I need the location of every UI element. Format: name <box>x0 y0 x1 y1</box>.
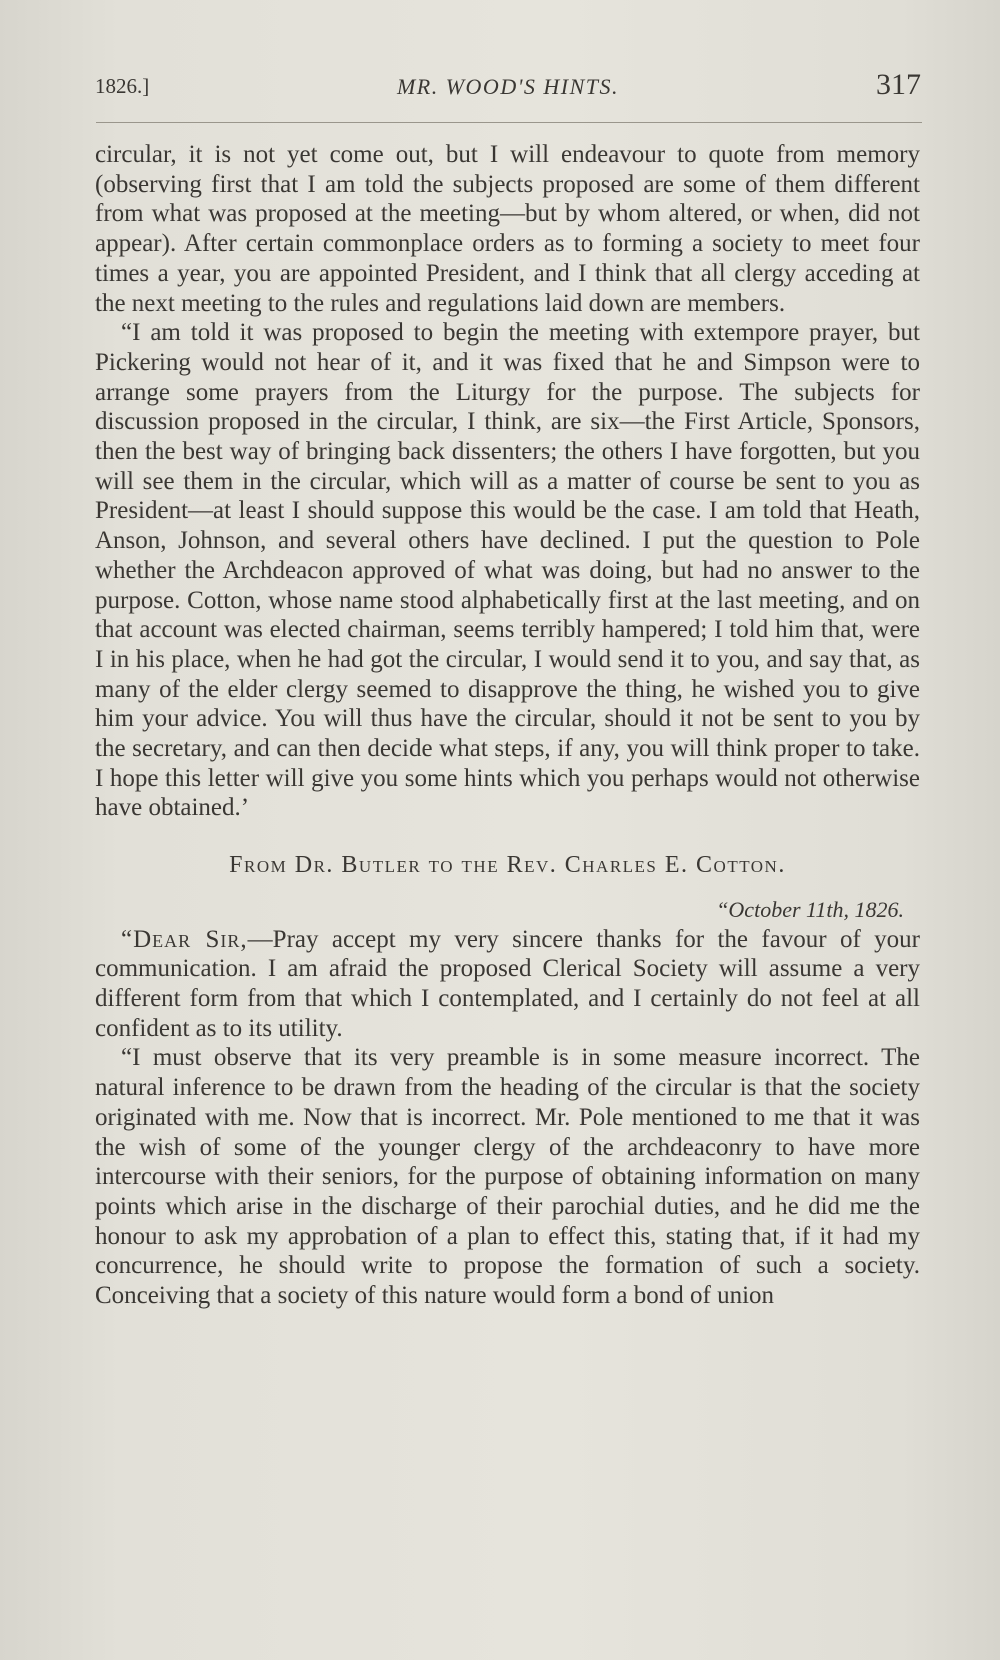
header-year: 1826.] <box>95 74 150 98</box>
running-header <box>95 66 921 108</box>
page-body <box>95 140 920 1311</box>
paragraph-letter-opening <box>95 925 920 1044</box>
salutation: “Dear Sir, <box>121 925 248 953</box>
page-number: 317 <box>876 68 921 101</box>
letter-date: “October 11th, 1826. <box>716 896 904 922</box>
paragraph-letter-body: “I must observe that its very preamble is in some measure incorrect. The natural inference to be drawn from the heading of the circular is that the society originated with me. Now that is incorrect. Mr. Pole mentioned to me that it was the wish of some of the younger clergy of the archdeaconry to have more intercourse with their seniors, for the purpose of obtaining information on many points which arise in the discharge of their parochial duties, and he did me the honour to ask my approbation of a plan to effect this, stating that, if it had my concurrence, he should write to propose the formation of such a society. Conceiving that a society of this nature would form a bond of union <box>95 1044 920 1310</box>
header-title: MR. WOOD'S HINTS. <box>396 74 620 99</box>
letter-opening-text: —Pray accept my very sincere thanks for the favour of your communication. I am afraid the proposed Clerical Society will assume a very different form from that which I contemplated, and I certainly do not feel at all confident as to its utility. <box>95 925 920 1042</box>
paragraph-continuation: circular, it is not yet come out, but I will endeavour to quote from memory (observing first that I am told the subjects proposed are some of them different from what was proposed at the meeting—but by whom altered, or when, did not appear). After certain commonplace orders as to forming a society to meet four times a year, you are appointed President, and I think that all clergy acceding at the next meeting to the rules and regulations laid down are members. <box>95 141 920 317</box>
paragraph-quoted-letter: “I am told it was proposed to begin the meeting with extempore prayer, but Pickering would not hear of it, and it was fixed that he and Simpson were to arrange some prayers from the Liturgy for the purpose. The subjects for discussion proposed in the circular, I think, are six—the First Article, Sponsors, then the best way of bringing back dissenters; the others I have forgotten, but you will see them in the circular, which will as a matter of course be sent to you as President—at least I should suppose this would be the case. I am told that Heath, Anson, Johnson, and several others have declined. I put the question to Pole whether the Archdeacon approved of what was doing, but had no answer to the purpose. Cotton, whose name stood alphabetically first at the last meeting, and on that account was elected chairman, seems terribly hampered; I told him that, were I in his place, when he had got the circular, I would send it to you, and say that, as many of the elder clergy seemed to disapprove the thing, he wished you to give him your advice. You will thus have the circular, should it not be sent to you by the secretary, and can then decide what steps, if any, you will think proper to take. I hope this letter will give you some hints which you perhaps would not otherwise have obtained.’ <box>95 319 920 822</box>
header-rule <box>96 122 922 123</box>
letter-heading: From Dr. Butler to the Rev. Charles E. Cotton. <box>229 852 786 879</box>
